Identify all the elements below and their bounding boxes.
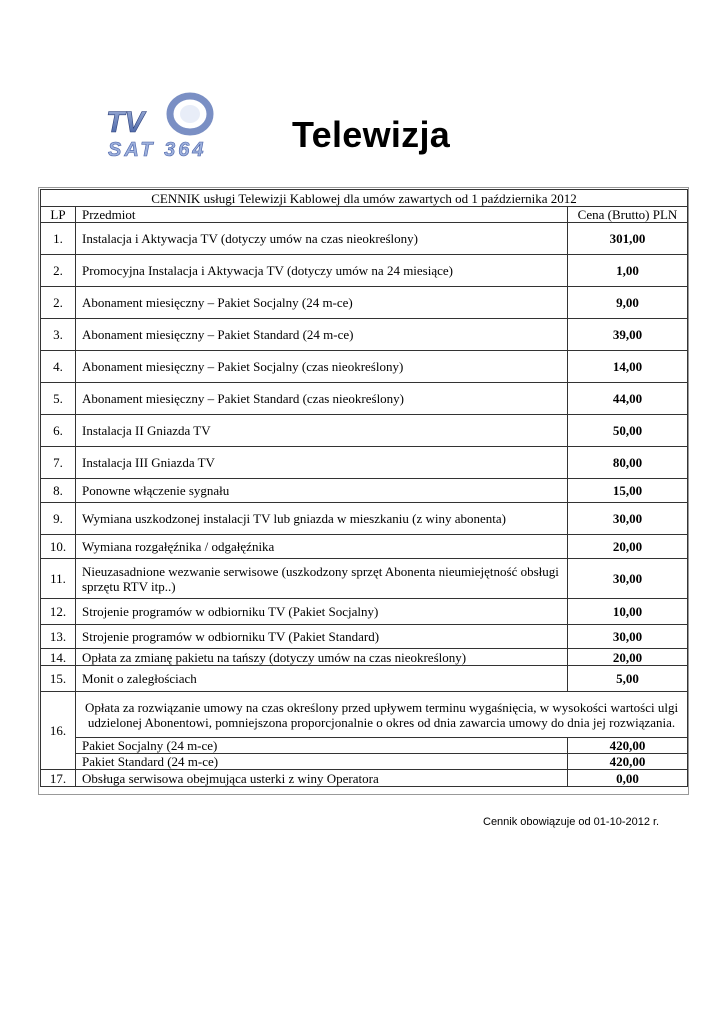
table-subrow [41, 754, 688, 770]
row-lp: 8. [41, 479, 76, 503]
table-row [41, 535, 688, 559]
row-item: Ponowne włączenie sygnału [76, 479, 568, 503]
table-row [41, 351, 688, 383]
row-item: Promocyjna Instalacja i Aktywacja TV (dotyczy umów na 24 miesiące) [76, 255, 568, 287]
row-lp: 17. [41, 770, 76, 787]
row-lp: 16. [41, 692, 76, 770]
row-item: Abonament miesięczny – Pakiet Standard (czas nieokreślony) [76, 383, 568, 415]
row-item: Opłata za zmianę pakietu na tańszy (dotyczy umów na czas nieokreślony) [76, 649, 568, 666]
row-lp: 2. [41, 255, 76, 287]
row-item: Strojenie programów w odbiorniku TV (Pakiet Standard) [76, 625, 568, 649]
subrow-item: Pakiet Standard (24 m-ce) [76, 754, 568, 770]
price-table [40, 189, 688, 787]
table-row [41, 415, 688, 447]
row-price: 30,00 [568, 625, 688, 649]
row-item: Wymiana rozgałęźnika / odgałęźnika [76, 535, 568, 559]
row-item: Nieuzasadnione wezwanie serwisowe (uszkodzony sprzęt Abonenta nieumiejętność obsługi sprzętu RTV itp..) [76, 559, 568, 599]
page-header [0, 0, 724, 190]
row-price: 50,00 [568, 415, 688, 447]
table-row [41, 319, 688, 351]
row-price: 30,00 [568, 503, 688, 535]
row-price: 10,00 [568, 599, 688, 625]
row-lp: 6. [41, 415, 76, 447]
row-price: 20,00 [568, 535, 688, 559]
subrow-price: 420,00 [568, 754, 688, 770]
row-item: Abonament miesięczny – Pakiet Socjalny (czas nieokreślony) [76, 351, 568, 383]
table-row [41, 649, 688, 666]
table-row [41, 383, 688, 415]
table-row [41, 599, 688, 625]
validity-note: Cennik obowiązuje od 01-10-2012 r. [483, 816, 660, 828]
row-item: Abonament miesięczny – Pakiet Standard (24 m-ce) [76, 319, 568, 351]
table-caption-row [41, 190, 688, 207]
table-row [41, 503, 688, 535]
page-title: Telewizja [292, 114, 451, 155]
table-row [41, 559, 688, 599]
tv-sat-364-logo [102, 92, 274, 160]
row-lp: 7. [41, 447, 76, 479]
row-price: 301,00 [568, 223, 688, 255]
row-lp: 13. [41, 625, 76, 649]
column-header-lp: LP [41, 207, 76, 223]
table-row [41, 692, 688, 738]
row-price: 39,00 [568, 319, 688, 351]
table-caption: CENNIK usługi Telewizji Kablowej dla umów zawartych od 1 października 2012 [41, 190, 688, 207]
table-row [41, 255, 688, 287]
table-row [41, 223, 688, 255]
column-header-item: Przedmiot [76, 207, 568, 223]
table-row [41, 666, 688, 692]
row-lp: 14. [41, 649, 76, 666]
row-lp: 4. [41, 351, 76, 383]
row-price: 30,00 [568, 559, 688, 599]
row-item: Instalacja III Gniazda TV [76, 447, 568, 479]
subrow-item: Pakiet Socjalny (24 m-ce) [76, 738, 568, 754]
table-row [41, 770, 688, 787]
row-price: 1,00 [568, 255, 688, 287]
table-row [41, 287, 688, 319]
table-row [41, 625, 688, 649]
row-lp: 5. [41, 383, 76, 415]
row-price: 15,00 [568, 479, 688, 503]
row-price: 80,00 [568, 447, 688, 479]
subrow-price: 420,00 [568, 738, 688, 754]
row-price: 14,00 [568, 351, 688, 383]
row-lp: 3. [41, 319, 76, 351]
table-subrow [41, 738, 688, 754]
column-header-price: Cena (Brutto) PLN [568, 207, 688, 223]
row-price: 5,00 [568, 666, 688, 692]
row-item: Obsługa serwisowa obejmująca usterki z winy Operatora [76, 770, 568, 787]
row-item: Wymiana uszkodzonej instalacji TV lub gniazda w mieszkaniu (z winy abonenta) [76, 503, 568, 535]
logo-text-bottom: SAT 364 [108, 139, 207, 160]
row-lp: 10. [41, 535, 76, 559]
row-item: Monit o zaległościach [76, 666, 568, 692]
row-price: 20,00 [568, 649, 688, 666]
row-item: Instalacja II Gniazda TV [76, 415, 568, 447]
row-price: 0,00 [568, 770, 688, 787]
row-lp: 2. [41, 287, 76, 319]
table-header-row [41, 207, 688, 223]
row-item: Strojenie programów w odbiorniku TV (Pakiet Socjalny) [76, 599, 568, 625]
row-lp: 1. [41, 223, 76, 255]
termination-fee-note: Opłata za rozwiązanie umowy na czas określony przed upływem terminu wygaśnięcia, w wysokości wartości ulgi udzielonej Abonentowi, pomniejszona proporcjonalnie o okres od dnia zawarcia umowy do dnia jej rozwiązania. [76, 692, 688, 738]
row-lp: 11. [41, 559, 76, 599]
row-item: Instalacja i Aktywacja TV (dotyczy umów na czas nieokreślony) [76, 223, 568, 255]
table-row [41, 479, 688, 503]
row-lp: 15. [41, 666, 76, 692]
row-lp: 12. [41, 599, 76, 625]
logo-text-top: TV [106, 106, 145, 139]
row-price: 9,00 [568, 287, 688, 319]
row-lp: 9. [41, 503, 76, 535]
table-row [41, 447, 688, 479]
row-item: Abonament miesięczny – Pakiet Socjalny (24 m-ce) [76, 287, 568, 319]
row-price: 44,00 [568, 383, 688, 415]
